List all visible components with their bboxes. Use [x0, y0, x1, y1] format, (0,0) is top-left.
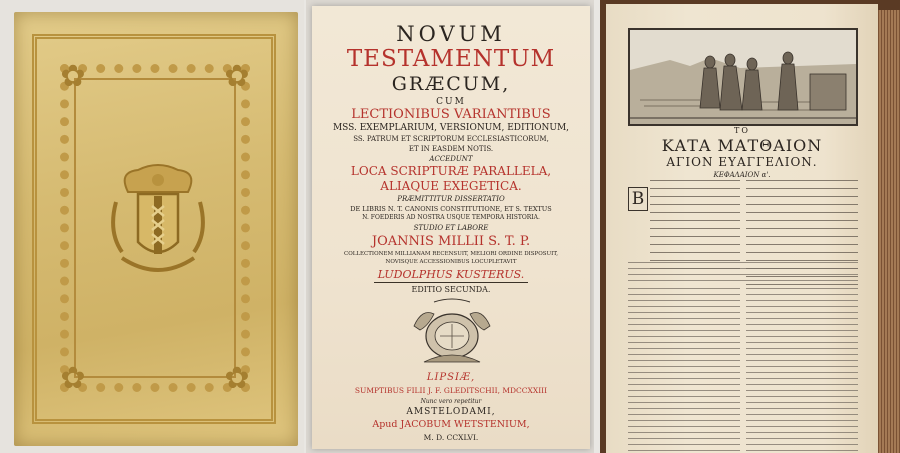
title-line: MSS. EXEMPLARIUM, VERSIONUM, EDITIONUM, — [332, 123, 570, 133]
title-line: EDITIO SECUNDA. — [411, 285, 491, 294]
title-line: LIPSIÆ, — [426, 372, 476, 383]
title-line: Nunc vero repetitur — [420, 398, 482, 405]
title-line: NOVUM — [396, 22, 506, 46]
text-page — [606, 4, 878, 453]
title-line: LECTIONIBUS VARIANTIBUS — [351, 107, 551, 122]
corner-ornament-icon: ✿ — [224, 361, 250, 396]
title-line: ET IN EASDEM NOTIS. — [408, 145, 494, 153]
title-line: N. FOEDERIS AD NOSTRA USQUE TEMPORA HISTORIA. — [362, 214, 540, 221]
title-line: LOCA SCRIPTURÆ PARALLELA, — [350, 164, 552, 178]
heading-small: ΤΟ — [734, 126, 750, 135]
title-line: DE LIBRIS N. T. CANONIS CONSTITUTIONE, ET S. TEXTUS — [350, 205, 552, 213]
title-line: M. D. CCXLVI. — [423, 433, 479, 442]
title-line: LUDOLPHUS KUSTERUS. — [377, 268, 525, 281]
drop-capital: Β — [628, 187, 648, 211]
title-line: COLLECTIONEM MILLIANAM RECENSUIT, MELIORI ORDINE DISPOSUIT, — [344, 251, 558, 257]
title-page-photo — [306, 0, 594, 453]
title-line: ACCEDUNT — [429, 155, 473, 163]
title-line: PRÆMITTITUR DISSERTATIO — [397, 195, 505, 203]
page-edges — [878, 10, 900, 453]
title-page — [312, 6, 590, 449]
printer-vignette-icon — [404, 296, 500, 368]
chapter-heading: ΚΕΦΑΛΑΙΟΝ α'. — [713, 171, 771, 179]
variant-readings-apparatus — [628, 262, 858, 286]
divider — [374, 282, 528, 283]
title-line: STUDIO ET LABORE — [413, 224, 489, 232]
title-line: SUMPTIBUS FILII J. F. GLEDITSCHII, MDCCXXIII — [354, 386, 548, 395]
title-line: SS. PATRUM ET SCRIPTORUM ECCLESIASTICORUM, — [353, 135, 549, 143]
title-line: JOANNIS MILLII S. T. P. — [371, 234, 531, 249]
title-line: NOVISQUE ACCESSIONIBUS LOCUPLETAVIT — [385, 259, 517, 265]
gilt-binding — [14, 12, 298, 446]
title-line: AMSTELODAMI, — [406, 407, 496, 417]
notes-column-right — [746, 288, 858, 453]
corner-ornament-icon: ✿ — [60, 361, 86, 396]
title-line: CUM — [436, 97, 466, 107]
vellum-cover-photo — [0, 0, 304, 453]
title-line: ALIAQUE EXEGETICA. — [380, 179, 522, 193]
title-line: TESTAMENTUM — [346, 46, 556, 72]
gospel-subheading: ΑΓΙΟΝ ΕΥΑΓΓΕΛΙΟΝ. — [666, 155, 818, 169]
notes-column-left — [628, 288, 740, 453]
corner-ornament-icon: ✿ — [224, 59, 250, 94]
headpiece-engraving-icon — [628, 28, 858, 126]
corner-ornament-icon: ✿ — [60, 59, 86, 94]
title-line: Apud JACOBUM WETSTENIUM, — [372, 419, 530, 430]
gospel-heading: ΚΑΤΑ ΜΑΤΘΑΙΟΝ — [661, 136, 823, 155]
title-line: GRÆCUM, — [391, 73, 511, 95]
amsterdam-coat-of-arms-icon — [108, 162, 208, 292]
first-text-page-photo — [600, 0, 900, 453]
